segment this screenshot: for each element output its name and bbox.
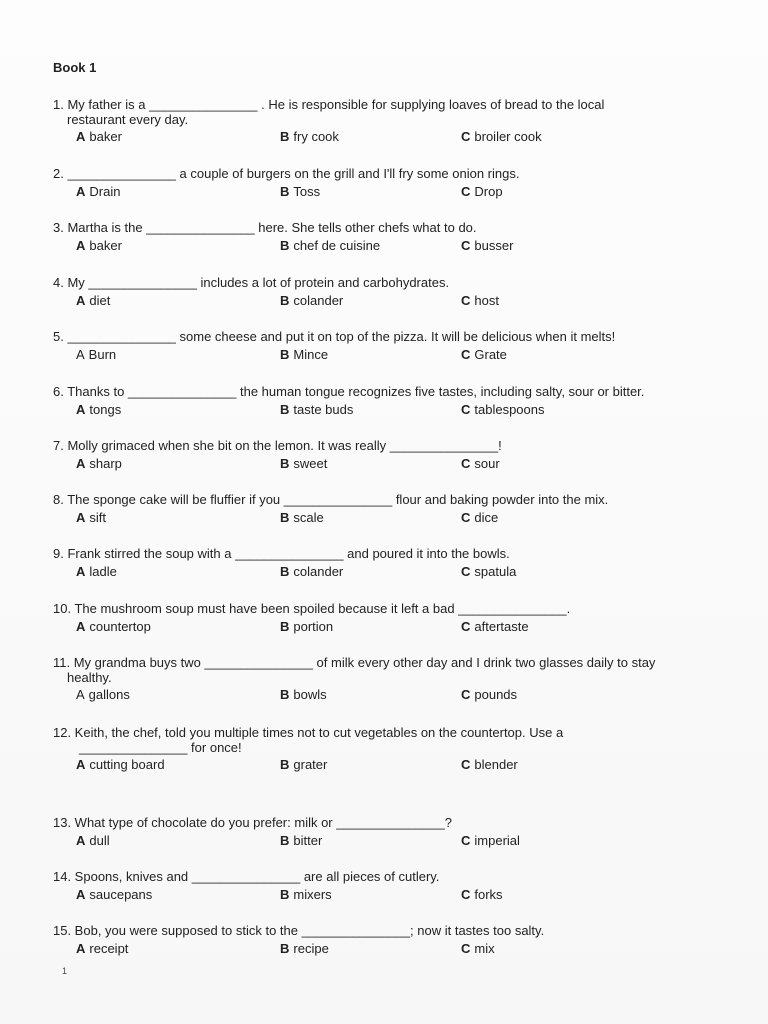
option-c[interactable]: C blender — [461, 757, 518, 772]
answer-options — [53, 238, 723, 254]
option-c[interactable]: C forks — [461, 887, 503, 902]
answer-options — [53, 347, 723, 363]
question-text: 3. Martha is the _______________ here. She tells other chefs what to do. — [53, 220, 477, 235]
answer-options — [53, 887, 723, 903]
option-a[interactable]: A saucepans — [76, 887, 153, 902]
answer-options — [53, 941, 723, 957]
question-9 — [53, 546, 723, 580]
option-b[interactable]: B colander — [280, 293, 344, 308]
option-b[interactable]: B colander — [280, 564, 344, 579]
option-b[interactable]: B mixers — [280, 887, 332, 902]
question-text: 2. _______________ a couple of burgers on the grill and I'll fry some onion rings. — [53, 166, 520, 181]
option-a[interactable]: A cutting board — [76, 757, 165, 772]
answer-options — [53, 833, 723, 849]
answer-options — [53, 757, 723, 773]
option-b[interactable]: B Mince — [280, 347, 329, 362]
option-b[interactable]: B sweet — [280, 456, 328, 471]
option-c[interactable]: C mix — [461, 941, 495, 956]
option-a[interactable]: A sharp — [76, 456, 122, 471]
question-text: 11. My grandma buys two _______________ of milk every other day and I drink two glasses daily to stay — [53, 655, 656, 670]
option-c[interactable]: C imperial — [461, 833, 520, 848]
question-text: 12. Keith, the chef, told you multiple times not to cut vegetables on the countertop. Use a — [53, 725, 564, 740]
question-13 — [53, 815, 723, 849]
question-14 — [53, 869, 723, 903]
option-a[interactable]: A gallons — [76, 687, 130, 702]
option-b[interactable]: B grater — [280, 757, 328, 772]
question-1 — [53, 97, 723, 145]
question-text: 6. Thanks to _______________ the human tongue recognizes five tastes, including salty, sour or bitter. — [53, 384, 645, 399]
answer-options — [53, 129, 723, 145]
option-a[interactable]: A Burn — [76, 347, 117, 362]
question-text: 10. The mushroom soup must have been spoiled because it left a bad _______________. — [53, 601, 571, 616]
answer-options — [53, 184, 723, 200]
option-a[interactable]: A diet — [76, 293, 111, 308]
question-text: 13. What type of chocolate do you prefer: milk or _______________? — [53, 815, 452, 830]
question-text: 5. _______________ some cheese and put it on top of the pizza. It will be delicious when it melts! — [53, 329, 616, 344]
option-b[interactable]: B bitter — [280, 833, 323, 848]
question-text: 8. The sponge cake will be fluffier if you _______________ flour and baking powder into the mix. — [53, 492, 609, 507]
answer-options — [53, 456, 723, 472]
option-b[interactable]: B Toss — [280, 184, 321, 199]
option-a[interactable]: A baker — [76, 238, 122, 253]
option-b[interactable]: B fry cook — [280, 129, 339, 144]
question-text: 7. Molly grimaced when she bit on the lemon. It was really _______________! — [53, 438, 502, 453]
option-a[interactable]: A dull — [76, 833, 110, 848]
option-c[interactable]: C spatula — [461, 564, 517, 579]
question-text-continued: _______________ for once! — [79, 740, 242, 755]
option-c[interactable]: C host — [461, 293, 499, 308]
option-c[interactable]: C Grate — [461, 347, 507, 362]
question-15 — [53, 923, 723, 957]
question-text: 4. My _______________ includes a lot of protein and carbohydrates. — [53, 275, 450, 290]
answer-options — [53, 619, 723, 635]
option-b[interactable]: B scale — [280, 510, 324, 525]
option-c[interactable]: C sour — [461, 456, 500, 471]
question-text-continued: restaurant every day. — [67, 112, 189, 127]
option-c[interactable]: C dice — [461, 510, 499, 525]
question-text: 9. Frank stirred the soup with a _______________ and poured it into the bowls. — [53, 546, 510, 561]
answer-options — [53, 293, 723, 309]
page-number: 1 — [62, 966, 68, 976]
option-a[interactable]: A tongs — [76, 402, 122, 417]
option-a[interactable]: A ladle — [76, 564, 117, 579]
question-7 — [53, 438, 723, 472]
option-a[interactable]: A sift — [76, 510, 107, 525]
option-c[interactable]: C aftertaste — [461, 619, 529, 634]
question-2 — [53, 166, 723, 200]
option-b[interactable]: B bowls — [280, 687, 327, 702]
option-c[interactable]: C pounds — [461, 687, 518, 702]
option-c[interactable]: C broiler cook — [461, 129, 542, 144]
question-6 — [53, 384, 723, 418]
question-5 — [53, 329, 723, 363]
question-12 — [53, 725, 723, 773]
option-a[interactable]: A countertop — [76, 619, 151, 634]
option-c[interactable]: C Drop — [461, 184, 503, 199]
answer-options — [53, 564, 723, 580]
answer-options — [53, 402, 723, 418]
question-text: 1. My father is a _______________ . He is responsible for supplying loaves of bread to the local — [53, 97, 605, 112]
option-c[interactable]: C tablespoons — [461, 402, 545, 417]
question-text-continued: healthy. — [67, 670, 112, 685]
answer-options — [53, 687, 723, 703]
option-a[interactable]: A Drain — [76, 184, 121, 199]
question-10 — [53, 601, 723, 635]
option-b[interactable]: B chef de cuisine — [280, 238, 381, 253]
worksheet-title: Book 1 — [53, 60, 97, 75]
option-a[interactable]: A baker — [76, 129, 122, 144]
question-8 — [53, 492, 723, 526]
question-4 — [53, 275, 723, 309]
question-3 — [53, 220, 723, 254]
option-b[interactable]: B recipe — [280, 941, 329, 956]
option-a[interactable]: A receipt — [76, 941, 129, 956]
question-11 — [53, 655, 723, 703]
option-b[interactable]: B taste buds — [280, 402, 354, 417]
question-text: 15. Bob, you were supposed to stick to the _______________; now it tastes too salty. — [53, 923, 545, 938]
answer-options — [53, 510, 723, 526]
option-c[interactable]: C busser — [461, 238, 514, 253]
option-b[interactable]: B portion — [280, 619, 334, 634]
question-text: 14. Spoons, knives and _______________ are all pieces of cutlery. — [53, 869, 440, 884]
